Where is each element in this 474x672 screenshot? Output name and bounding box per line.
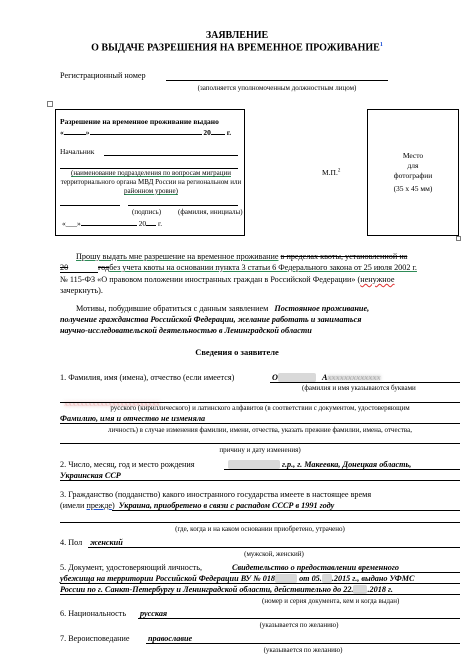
field-6-line <box>138 618 460 619</box>
field-1-line-3 <box>60 423 460 424</box>
field-2-line <box>224 469 460 470</box>
signature-line <box>60 205 120 206</box>
field-3-label-1: 3. Гражданство (подданство) какого иностранного государства имеете в настоящее время <box>60 490 372 499</box>
field-7-hint: (указывается по желанию) <box>263 646 343 654</box>
field-5-value-1: Свидетельство о предоставлении временного <box>232 563 399 572</box>
field-5-value-3: России по г. Санкт-Петербургу и Ленинградской области, действительно до 22. .2018 г. <box>60 585 393 594</box>
field-1-hint-3: личность) в случае изменения фамилии, имени, отчества, указать прежние фамилии, имена, отчества, <box>108 426 412 434</box>
name-caption: (фамилия, инициалы) <box>178 208 243 216</box>
request-line-4: зачеркнуть). <box>60 286 103 295</box>
motives-line-1: Мотивы, побудившие обратиться с данным заявлением Постоянное проживание, <box>76 304 370 313</box>
signature-caption: (подпись) <box>132 208 162 216</box>
chief-line <box>104 155 238 156</box>
field-1-value: О Аxxxxxxxxxxxxx <box>272 373 381 382</box>
field-1-line-2 <box>60 402 460 403</box>
field-2-label: 2. Число, месяц, год и место рождения <box>60 460 195 469</box>
field-3-line-2 <box>60 522 460 523</box>
document-title <box>0 30 474 53</box>
field-4-hint: (мужской, женский) <box>244 550 304 558</box>
field-5-label: 5. Документ, удостоверяющий личность, <box>60 563 203 572</box>
field-6-label: 6. Национальность <box>60 609 127 618</box>
field-1-label: 1. Фамилия, имя (имена), отчество (если имеется) <box>60 373 235 382</box>
field-1-hint-right: (фамилия и имя указываются буквами <box>302 384 416 392</box>
field-1-line <box>270 382 460 383</box>
photo-box-text: Место для фотографии (35 x 45 мм) <box>393 151 433 193</box>
field-4-label: 4. Пол <box>60 538 83 547</box>
motives-line-3: научно-исследовательской деятельностью в Ленинградской области <box>60 326 312 335</box>
title-line-1: ЗАЯВЛЕНИЕ <box>205 30 269 41</box>
field-1-hint-2: русского (кириллического) и латинского алфавитов (в соответствии с документом, удостоверяющим <box>110 404 410 412</box>
field-2-value-2: Украинская ССР <box>60 471 121 480</box>
seal-label: М.П.$^2$ <box>322 168 341 177</box>
field-3-label-2: (имели прежде) Украина, приобретено в связи с распадом СССР в 1991 году <box>60 501 335 510</box>
table-resize-handle[interactable] <box>456 236 461 241</box>
org-caption: (наименование подразделения по вопросам миграции территориального органа МВД России на региональном или районном уровне) <box>60 169 242 195</box>
title-line-2: О ВЫДАЧЕ РАЗРЕШЕНИЯ НА ВРЕМЕННОЕ ПРОЖИВАНИЕ$^1$ <box>91 42 383 54</box>
field-1-line-4 <box>60 443 460 444</box>
registration-line <box>166 80 388 81</box>
field-7-value: православие <box>148 634 193 643</box>
field-1-hint-4: причину и дату изменения) <box>219 446 301 454</box>
registration-hint: (заполняется уполномоченным должностным лицом) <box>197 84 357 92</box>
request-line-2: 20 годбез учета квоты на основании пункта 3 статьи 6 Федерального закона от 25 июля 2002 г. <box>60 263 417 272</box>
field-1-latin-blurred: xxxxxxxxxxxxxxxxxxxxxxxx <box>64 399 160 408</box>
field-5-line-2 <box>60 583 460 584</box>
motives-line-2: получение гражданства Российской Федерации, желание работать и заниматься <box>60 315 362 324</box>
field-3-hint: (где, когда и на каком основании приобретено, утрачено) <box>175 525 345 533</box>
registration-label: Регистрационный номер <box>60 71 146 80</box>
field-5-hint: (номер и серия документа, кем и когда выдан) <box>262 597 400 605</box>
field-7-line <box>146 643 460 644</box>
footnote-mark: 1 <box>379 42 383 48</box>
field-2-value: г.р., г. Макеевка, Донецкая область, <box>228 460 411 469</box>
section-title: Сведения о заявителе <box>195 347 279 357</box>
field-3-line <box>112 510 460 511</box>
name-line <box>128 205 238 206</box>
field-6-hint: (указывается по желанию) <box>259 621 339 629</box>
field-7-label: 7. Вероисповедание <box>60 634 130 643</box>
field-4-line <box>88 547 460 548</box>
request-line-3: № 115-ФЗ «О правовом положении иностранных граждан в Российской Федерации» (ненужное <box>60 275 395 284</box>
field-1-value-2: Фамилию, имя и отчество не изменяла <box>60 414 206 423</box>
permit-date: « » 20 г. <box>60 128 232 137</box>
field-5-line <box>230 572 460 573</box>
chief-label: Начальник <box>60 147 95 156</box>
field-6-value: русская <box>140 609 168 618</box>
field-2-line-2 <box>60 480 460 481</box>
field-4-value: женский <box>90 538 123 547</box>
permit-date-2: «___» 20 г. <box>62 219 163 228</box>
request-line-1: Прошу выдать мне разрешение на временное проживание в пределах квоты, установленной на <box>76 252 408 261</box>
permit-box-title: Разрешение на временное проживание выдано <box>60 117 219 126</box>
field-5-line-3 <box>60 594 460 595</box>
table-move-handle[interactable] <box>47 101 53 107</box>
field-5-value-2: убежища на территории Российской Федерации ВУ № 018 от 05. .2015 г., выдано УФМС <box>60 574 415 583</box>
